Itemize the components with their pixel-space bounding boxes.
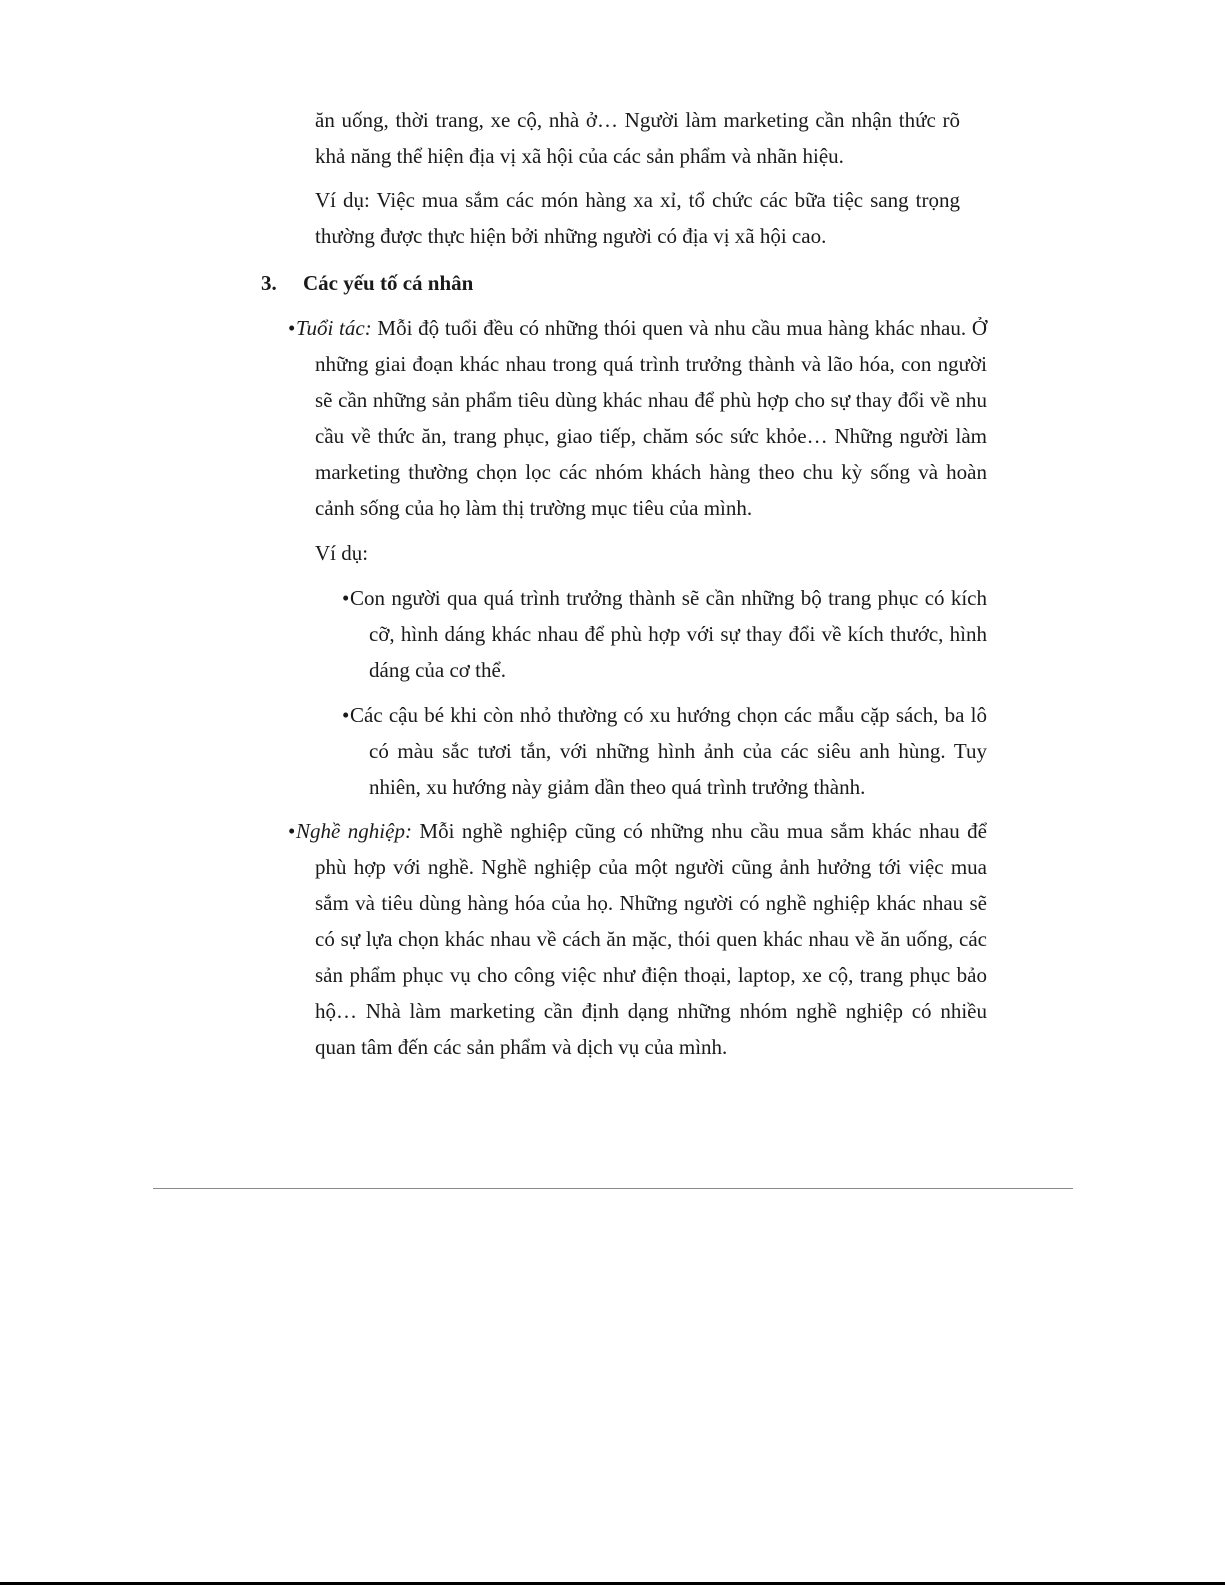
footer-divider [153, 1188, 1073, 1189]
section-number: 3. [261, 271, 277, 295]
bullet-dot: • [288, 819, 296, 843]
example-item-clothing [342, 580, 987, 688]
term-age: Tuổi tác: [296, 316, 372, 340]
paragraph-status-products: ăn uống, thời trang, xe cộ, nhà ở… Người làm marketing cần nhận thức rõ khả năng thể hiện địa vị xã hội của các sản phẩm và nhãn hiệu. [315, 108, 960, 168]
bullet-dot: • [288, 316, 296, 340]
bullet-occupation [288, 813, 987, 1065]
age-description: Mỗi độ tuổi đều có những thói quen và nhu cầu mua hàng khác nhau. Ở những giai đoạn khác nhau trong quá trình trưởng thành và lão hóa, con người sẽ cần những sản phẩm tiêu dùng khác nhau để phù hợp cho sự thay đổi về nhu cầu về thức ăn, trang phục, giao tiếp, chăm sóc sức khỏe… Những người làm marketing thường chọn lọc các nhóm khách hàng theo chu kỳ sống và hoàn cảnh sống của họ làm thị trường mục tiêu của mình. [315, 316, 987, 520]
example-item-schoolbags [342, 697, 987, 805]
example-label: Ví dụ: [315, 541, 369, 565]
example-text: Con người qua quá trình trưởng thành sẽ cần những bộ trang phục có kích cỡ, hình dáng khác nhau để phù hợp với sự thay đổi về kích thước, hình dáng của cơ thể. [350, 586, 987, 682]
paragraph-example-luxury: Ví dụ: Việc mua sắm các món hàng xa xỉ, tổ chức các bữa tiệc sang trọng thường được thực hiện bởi những người có địa vị xã hội cao. [315, 188, 960, 248]
bullet-dot: • [342, 586, 350, 610]
section-title: Các yếu tố cá nhân [303, 271, 474, 295]
section-heading [261, 265, 473, 301]
term-occupation: Nghề nghiệp: [296, 819, 412, 843]
bullet-dot: • [342, 703, 350, 727]
bullet-age [288, 310, 987, 526]
occupation-description: Mỗi nghề nghiệp cũng có những nhu cầu mua sắm khác nhau để phù hợp với nghề. Nghề nghiệp của một người cũng ảnh hưởng tới việc mua sắm và tiêu dùng hàng hóa của họ. Những người có nghề nghiệp khác nhau sẽ có sự lựa chọn khác nhau về cách ăn mặc, thói quen khác nhau về ăn uống, các sản phẩm phục vụ cho công việc như điện thoại, laptop, xe cộ, trang phục bảo hộ… Nhà làm marketing cần định dạng những nhóm nghề nghiệp có nhiều quan tâm đến các sản phẩm và dịch vụ của mình. [315, 819, 987, 1059]
example-text: Các cậu bé khi còn nhỏ thường có xu hướng chọn các mẫu cặp sách, ba lô có màu sắc tươi tắn, với những hình ảnh của các siêu anh hùng. Tuy nhiên, xu hướng này giảm dần theo quá trình trưởng thành. [350, 703, 987, 799]
